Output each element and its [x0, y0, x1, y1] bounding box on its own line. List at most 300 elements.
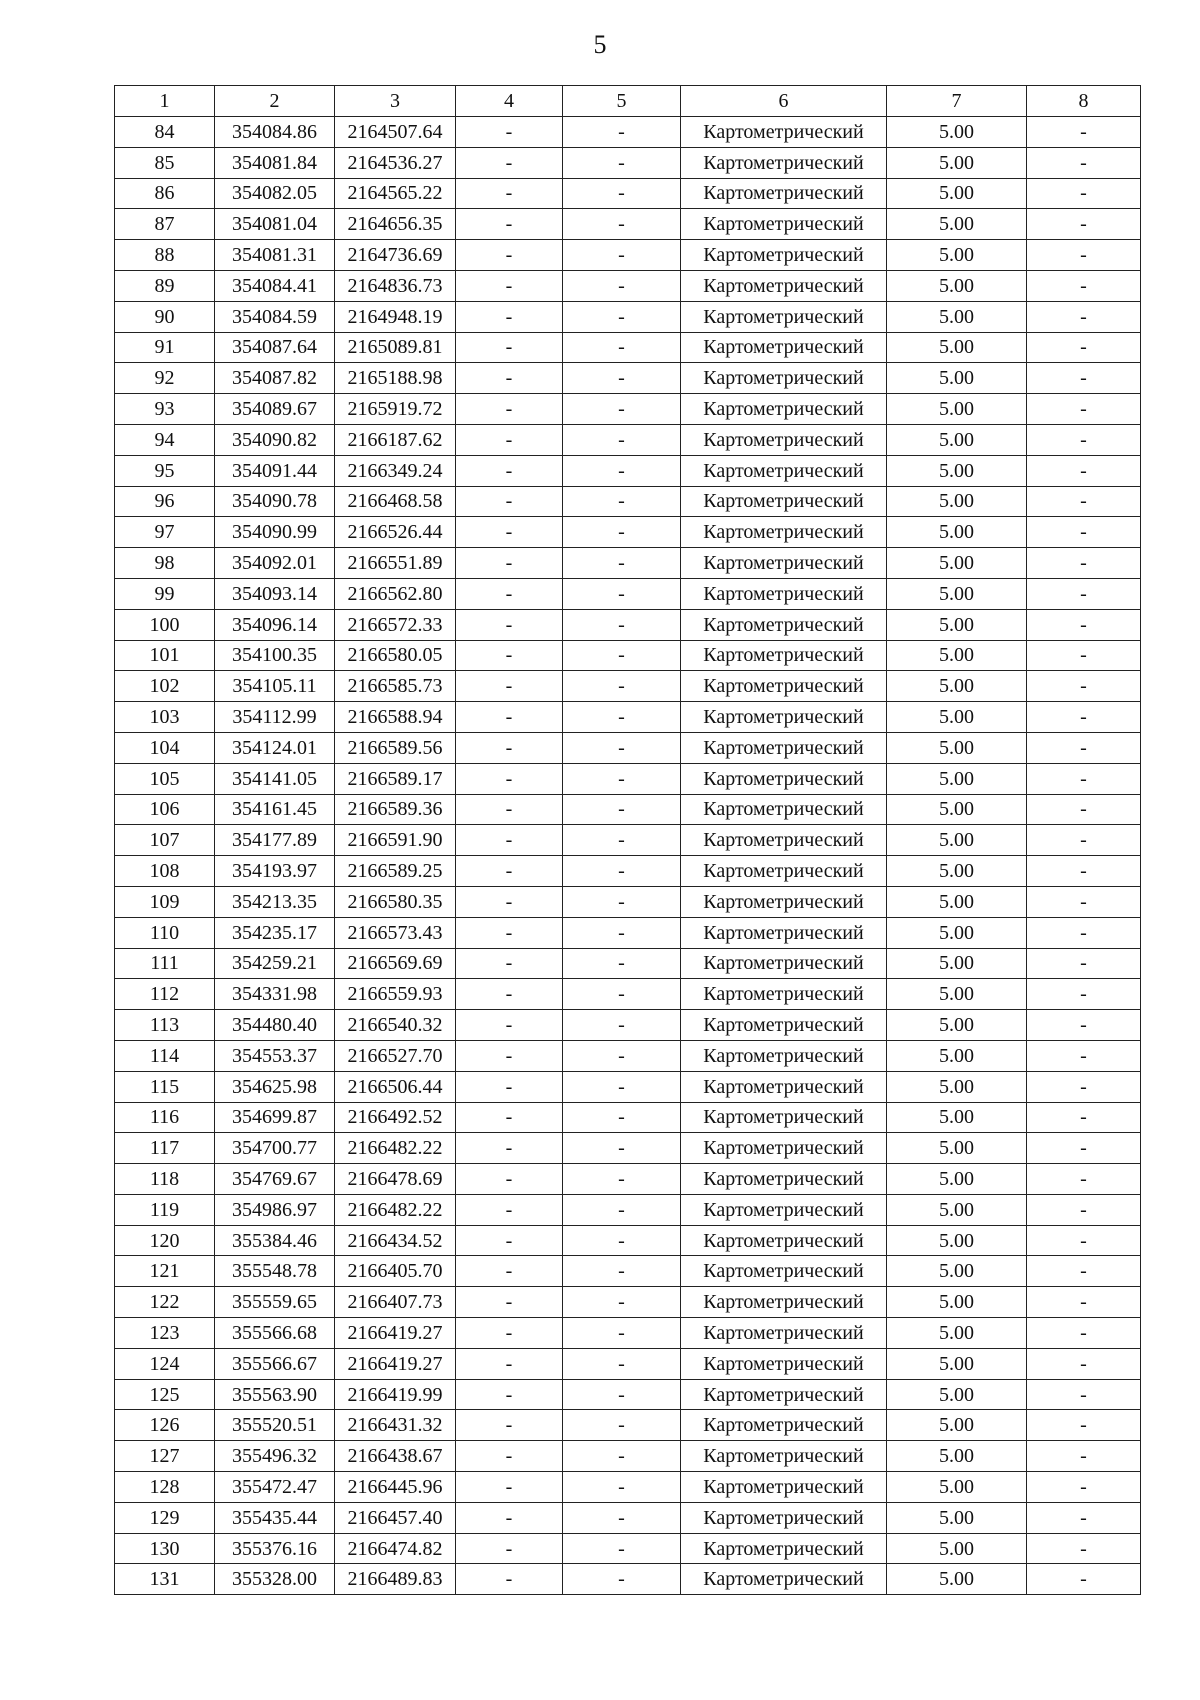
table-row: [115, 886, 1141, 917]
table-row: [115, 1102, 1141, 1133]
column-5-cell: -: [563, 1533, 681, 1564]
column-4-cell: -: [456, 486, 563, 517]
method-cell: Картометрический: [681, 147, 887, 178]
column-4-cell: -: [456, 671, 563, 702]
accuracy-cell: 5.00: [887, 640, 1027, 671]
method-cell: Картометрический: [681, 1133, 887, 1164]
column-4-cell: -: [456, 1441, 563, 1472]
y-coordinate-cell: 2164736.69: [335, 240, 456, 271]
x-coordinate-cell: 354090.82: [215, 424, 335, 455]
method-cell: Картометрический: [681, 1318, 887, 1349]
column-8-cell: -: [1027, 209, 1141, 240]
method-cell: Картометрический: [681, 732, 887, 763]
method-cell: Картометрический: [681, 517, 887, 548]
method-cell: Картометрический: [681, 548, 887, 579]
column-header-1: 1: [115, 86, 215, 117]
x-coordinate-cell: 354141.05: [215, 763, 335, 794]
table-row: [115, 1441, 1141, 1472]
column-8-cell: -: [1027, 332, 1141, 363]
y-coordinate-cell: 2166431.32: [335, 1410, 456, 1441]
y-coordinate-cell: 2166589.25: [335, 856, 456, 887]
x-coordinate-cell: 354177.89: [215, 825, 335, 856]
column-4-cell: -: [456, 394, 563, 425]
column-5-cell: -: [563, 424, 681, 455]
accuracy-cell: 5.00: [887, 1348, 1027, 1379]
x-coordinate-cell: 354625.98: [215, 1071, 335, 1102]
method-cell: Картометрический: [681, 763, 887, 794]
accuracy-cell: 5.00: [887, 886, 1027, 917]
y-coordinate-cell: 2166569.69: [335, 948, 456, 979]
y-coordinate-cell: 2164536.27: [335, 147, 456, 178]
accuracy-cell: 5.00: [887, 1502, 1027, 1533]
column-5-cell: -: [563, 763, 681, 794]
x-coordinate-cell: 355328.00: [215, 1564, 335, 1595]
accuracy-cell: 5.00: [887, 1102, 1027, 1133]
point-number-cell: 129: [115, 1502, 215, 1533]
y-coordinate-cell: 2166589.36: [335, 794, 456, 825]
point-number-cell: 130: [115, 1533, 215, 1564]
point-number-cell: 102: [115, 671, 215, 702]
table-row: [115, 1040, 1141, 1071]
y-coordinate-cell: 2166474.82: [335, 1533, 456, 1564]
y-coordinate-cell: 2166540.32: [335, 1010, 456, 1041]
x-coordinate-cell: 354081.84: [215, 147, 335, 178]
method-cell: Картометрический: [681, 1225, 887, 1256]
column-5-cell: -: [563, 640, 681, 671]
column-5-cell: -: [563, 825, 681, 856]
method-cell: Картометрический: [681, 394, 887, 425]
column-4-cell: -: [456, 917, 563, 948]
column-8-cell: -: [1027, 1010, 1141, 1041]
y-coordinate-cell: 2166349.24: [335, 455, 456, 486]
point-number-cell: 127: [115, 1441, 215, 1472]
column-4-cell: -: [456, 825, 563, 856]
column-4-cell: -: [456, 1040, 563, 1071]
column-4-cell: -: [456, 763, 563, 794]
point-number-cell: 128: [115, 1472, 215, 1503]
column-8-cell: -: [1027, 702, 1141, 733]
y-coordinate-cell: 2166478.69: [335, 1164, 456, 1195]
method-cell: Картометрический: [681, 794, 887, 825]
point-number-cell: 86: [115, 178, 215, 209]
x-coordinate-cell: 354112.99: [215, 702, 335, 733]
x-coordinate-cell: 354331.98: [215, 979, 335, 1010]
column-4-cell: -: [456, 1472, 563, 1503]
point-number-cell: 96: [115, 486, 215, 517]
column-header-4: 4: [456, 86, 563, 117]
accuracy-cell: 5.00: [887, 424, 1027, 455]
column-4-cell: -: [456, 1348, 563, 1379]
column-8-cell: -: [1027, 1102, 1141, 1133]
column-5-cell: -: [563, 1256, 681, 1287]
column-5-cell: -: [563, 363, 681, 394]
point-number-cell: 87: [115, 209, 215, 240]
y-coordinate-cell: 2166589.56: [335, 732, 456, 763]
x-coordinate-cell: 355496.32: [215, 1441, 335, 1472]
column-8-cell: -: [1027, 825, 1141, 856]
table-row: [115, 117, 1141, 148]
column-8-cell: -: [1027, 1379, 1141, 1410]
column-5-cell: -: [563, 1472, 681, 1503]
column-4-cell: -: [456, 1533, 563, 1564]
method-cell: Картометрический: [681, 609, 887, 640]
table-row: [115, 825, 1141, 856]
x-coordinate-cell: 355563.90: [215, 1379, 335, 1410]
column-5-cell: -: [563, 794, 681, 825]
column-8-cell: -: [1027, 948, 1141, 979]
accuracy-cell: 5.00: [887, 486, 1027, 517]
table-row: [115, 640, 1141, 671]
y-coordinate-cell: 2166551.89: [335, 548, 456, 579]
method-cell: Картометрический: [681, 455, 887, 486]
column-8-cell: -: [1027, 1194, 1141, 1225]
method-cell: Картометрический: [681, 948, 887, 979]
accuracy-cell: 5.00: [887, 240, 1027, 271]
y-coordinate-cell: 2166588.94: [335, 702, 456, 733]
column-5-cell: -: [563, 1318, 681, 1349]
column-4-cell: -: [456, 578, 563, 609]
point-number-cell: 118: [115, 1164, 215, 1195]
column-5-cell: -: [563, 578, 681, 609]
accuracy-cell: 5.00: [887, 548, 1027, 579]
accuracy-cell: 5.00: [887, 671, 1027, 702]
accuracy-cell: 5.00: [887, 363, 1027, 394]
column-4-cell: -: [456, 1010, 563, 1041]
table-row: [115, 1318, 1141, 1349]
method-cell: Картометрический: [681, 117, 887, 148]
column-5-cell: -: [563, 240, 681, 271]
accuracy-cell: 5.00: [887, 825, 1027, 856]
accuracy-cell: 5.00: [887, 517, 1027, 548]
column-8-cell: -: [1027, 548, 1141, 579]
column-8-cell: -: [1027, 1410, 1141, 1441]
method-cell: Картометрический: [681, 1010, 887, 1041]
y-coordinate-cell: 2164948.19: [335, 301, 456, 332]
x-coordinate-cell: 354081.04: [215, 209, 335, 240]
accuracy-cell: 5.00: [887, 209, 1027, 240]
column-5-cell: -: [563, 301, 681, 332]
y-coordinate-cell: 2166419.27: [335, 1318, 456, 1349]
y-coordinate-cell: 2166572.33: [335, 609, 456, 640]
y-coordinate-cell: 2166559.93: [335, 979, 456, 1010]
x-coordinate-cell: 354105.11: [215, 671, 335, 702]
method-cell: Картометрический: [681, 1256, 887, 1287]
column-8-cell: -: [1027, 1472, 1141, 1503]
column-4-cell: -: [456, 455, 563, 486]
accuracy-cell: 5.00: [887, 856, 1027, 887]
y-coordinate-cell: 2166580.05: [335, 640, 456, 671]
point-number-cell: 92: [115, 363, 215, 394]
point-number-cell: 89: [115, 270, 215, 301]
method-cell: Картометрический: [681, 856, 887, 887]
accuracy-cell: 5.00: [887, 1287, 1027, 1318]
x-coordinate-cell: 355520.51: [215, 1410, 335, 1441]
method-cell: Картометрический: [681, 486, 887, 517]
x-coordinate-cell: 355384.46: [215, 1225, 335, 1256]
table-row: [115, 517, 1141, 548]
point-number-cell: 101: [115, 640, 215, 671]
table-row: [115, 455, 1141, 486]
column-8-cell: -: [1027, 1348, 1141, 1379]
column-8-cell: -: [1027, 270, 1141, 301]
y-coordinate-cell: 2166580.35: [335, 886, 456, 917]
method-cell: Картометрический: [681, 702, 887, 733]
accuracy-cell: 5.00: [887, 1194, 1027, 1225]
method-cell: Картометрический: [681, 1564, 887, 1595]
x-coordinate-cell: 354092.01: [215, 548, 335, 579]
column-8-cell: -: [1027, 178, 1141, 209]
y-coordinate-cell: 2164656.35: [335, 209, 456, 240]
table-row: [115, 301, 1141, 332]
point-number-cell: 122: [115, 1287, 215, 1318]
column-8-cell: -: [1027, 732, 1141, 763]
table-row: [115, 1133, 1141, 1164]
table-row: [115, 856, 1141, 887]
accuracy-cell: 5.00: [887, 1256, 1027, 1287]
table-row: [115, 240, 1141, 271]
y-coordinate-cell: 2166492.52: [335, 1102, 456, 1133]
x-coordinate-cell: 355435.44: [215, 1502, 335, 1533]
x-coordinate-cell: 355566.68: [215, 1318, 335, 1349]
page-number: 5: [593, 30, 607, 59]
accuracy-cell: 5.00: [887, 1379, 1027, 1410]
point-number-cell: 85: [115, 147, 215, 178]
accuracy-cell: 5.00: [887, 455, 1027, 486]
column-5-cell: -: [563, 1348, 681, 1379]
accuracy-cell: 5.00: [887, 1318, 1027, 1349]
column-5-cell: -: [563, 270, 681, 301]
point-number-cell: 90: [115, 301, 215, 332]
column-4-cell: -: [456, 301, 563, 332]
accuracy-cell: 5.00: [887, 609, 1027, 640]
x-coordinate-cell: 354124.01: [215, 732, 335, 763]
column-5-cell: -: [563, 332, 681, 363]
x-coordinate-cell: 354699.87: [215, 1102, 335, 1133]
column-8-cell: -: [1027, 1441, 1141, 1472]
x-coordinate-cell: 354089.67: [215, 394, 335, 425]
column-4-cell: -: [456, 1318, 563, 1349]
x-coordinate-cell: 354193.97: [215, 856, 335, 887]
y-coordinate-cell: 2166434.52: [335, 1225, 456, 1256]
column-5-cell: -: [563, 517, 681, 548]
x-coordinate-cell: 354769.67: [215, 1164, 335, 1195]
column-4-cell: -: [456, 147, 563, 178]
accuracy-cell: 5.00: [887, 1533, 1027, 1564]
table-row: [115, 270, 1141, 301]
column-5-cell: -: [563, 486, 681, 517]
method-cell: Картометрический: [681, 825, 887, 856]
x-coordinate-cell: 354084.59: [215, 301, 335, 332]
column-4-cell: -: [456, 548, 563, 579]
method-cell: Картометрический: [681, 1102, 887, 1133]
table-row: [115, 979, 1141, 1010]
coordinates-table: [114, 85, 1141, 1595]
column-8-cell: -: [1027, 671, 1141, 702]
column-5-cell: -: [563, 1410, 681, 1441]
y-coordinate-cell: 2166527.70: [335, 1040, 456, 1071]
column-4-cell: -: [456, 1225, 563, 1256]
y-coordinate-cell: 2166407.73: [335, 1287, 456, 1318]
method-cell: Картометрический: [681, 886, 887, 917]
point-number-cell: 99: [115, 578, 215, 609]
method-cell: Картометрический: [681, 240, 887, 271]
method-cell: Картометрический: [681, 1441, 887, 1472]
column-4-cell: -: [456, 1502, 563, 1533]
y-coordinate-cell: 2166591.90: [335, 825, 456, 856]
table-row: [115, 548, 1141, 579]
column-4-cell: -: [456, 517, 563, 548]
method-cell: Картометрический: [681, 1379, 887, 1410]
y-coordinate-cell: 2166562.80: [335, 578, 456, 609]
x-coordinate-cell: 355472.47: [215, 1472, 335, 1503]
column-5-cell: -: [563, 886, 681, 917]
table-row: [115, 1348, 1141, 1379]
column-4-cell: -: [456, 1194, 563, 1225]
point-number-cell: 105: [115, 763, 215, 794]
y-coordinate-cell: 2166506.44: [335, 1071, 456, 1102]
method-cell: Картометрический: [681, 178, 887, 209]
column-8-cell: -: [1027, 1133, 1141, 1164]
x-coordinate-cell: 354090.99: [215, 517, 335, 548]
column-8-cell: -: [1027, 794, 1141, 825]
point-number-cell: 114: [115, 1040, 215, 1071]
method-cell: Картометрический: [681, 640, 887, 671]
column-8-cell: -: [1027, 763, 1141, 794]
point-number-cell: 108: [115, 856, 215, 887]
column-4-cell: -: [456, 640, 563, 671]
point-number-cell: 109: [115, 886, 215, 917]
table-row: [115, 1164, 1141, 1195]
point-number-cell: 112: [115, 979, 215, 1010]
column-4-cell: -: [456, 886, 563, 917]
table-row: [115, 363, 1141, 394]
table-row: [115, 424, 1141, 455]
table-row: [115, 1533, 1141, 1564]
column-5-cell: -: [563, 979, 681, 1010]
y-coordinate-cell: 2166589.17: [335, 763, 456, 794]
method-cell: Картометрический: [681, 363, 887, 394]
accuracy-cell: 5.00: [887, 117, 1027, 148]
x-coordinate-cell: 354091.44: [215, 455, 335, 486]
point-number-cell: 93: [115, 394, 215, 425]
accuracy-cell: 5.00: [887, 1472, 1027, 1503]
column-5-cell: -: [563, 1164, 681, 1195]
column-8-cell: -: [1027, 1287, 1141, 1318]
column-4-cell: -: [456, 270, 563, 301]
column-4-cell: -: [456, 209, 563, 240]
method-cell: Картометрический: [681, 917, 887, 948]
method-cell: Картометрический: [681, 1164, 887, 1195]
accuracy-cell: 5.00: [887, 147, 1027, 178]
column-8-cell: -: [1027, 609, 1141, 640]
column-4-cell: -: [456, 948, 563, 979]
method-cell: Картометрический: [681, 1348, 887, 1379]
y-coordinate-cell: 2166482.22: [335, 1194, 456, 1225]
column-4-cell: -: [456, 702, 563, 733]
table-row: [115, 332, 1141, 363]
point-number-cell: 84: [115, 117, 215, 148]
table-row: [115, 1256, 1141, 1287]
column-8-cell: -: [1027, 917, 1141, 948]
point-number-cell: 104: [115, 732, 215, 763]
point-number-cell: 94: [115, 424, 215, 455]
column-5-cell: -: [563, 917, 681, 948]
accuracy-cell: 5.00: [887, 702, 1027, 733]
table-row: [115, 147, 1141, 178]
method-cell: Картометрический: [681, 1502, 887, 1533]
column-4-cell: -: [456, 609, 563, 640]
point-number-cell: 88: [115, 240, 215, 271]
x-coordinate-cell: 354213.35: [215, 886, 335, 917]
column-header-8: 8: [1027, 86, 1141, 117]
table-row: [115, 1225, 1141, 1256]
point-number-cell: 97: [115, 517, 215, 548]
x-coordinate-cell: 354096.14: [215, 609, 335, 640]
column-4-cell: -: [456, 178, 563, 209]
method-cell: Картометрический: [681, 1410, 887, 1441]
column-8-cell: -: [1027, 117, 1141, 148]
column-5-cell: -: [563, 671, 681, 702]
y-coordinate-cell: 2164565.22: [335, 178, 456, 209]
point-number-cell: 98: [115, 548, 215, 579]
point-number-cell: 113: [115, 1010, 215, 1041]
y-coordinate-cell: 2164507.64: [335, 117, 456, 148]
table-row: [115, 178, 1141, 209]
accuracy-cell: 5.00: [887, 301, 1027, 332]
accuracy-cell: 5.00: [887, 732, 1027, 763]
column-4-cell: -: [456, 1379, 563, 1410]
table-row: [115, 1010, 1141, 1041]
accuracy-cell: 5.00: [887, 794, 1027, 825]
y-coordinate-cell: 2165188.98: [335, 363, 456, 394]
column-4-cell: -: [456, 794, 563, 825]
accuracy-cell: 5.00: [887, 1040, 1027, 1071]
column-8-cell: -: [1027, 147, 1141, 178]
column-4-cell: -: [456, 363, 563, 394]
column-4-cell: -: [456, 979, 563, 1010]
column-4-cell: -: [456, 424, 563, 455]
column-4-cell: -: [456, 1410, 563, 1441]
column-4-cell: -: [456, 1164, 563, 1195]
column-8-cell: -: [1027, 301, 1141, 332]
accuracy-cell: 5.00: [887, 178, 1027, 209]
method-cell: Картометрический: [681, 332, 887, 363]
accuracy-cell: 5.00: [887, 1441, 1027, 1472]
y-coordinate-cell: 2166482.22: [335, 1133, 456, 1164]
table-row: [115, 1472, 1141, 1503]
point-number-cell: 111: [115, 948, 215, 979]
point-number-cell: 110: [115, 917, 215, 948]
column-4-cell: -: [456, 1133, 563, 1164]
column-5-cell: -: [563, 1225, 681, 1256]
method-cell: Картометрический: [681, 301, 887, 332]
table-row: [115, 1287, 1141, 1318]
column-8-cell: -: [1027, 1502, 1141, 1533]
column-5-cell: -: [563, 455, 681, 486]
y-coordinate-cell: 2166573.43: [335, 917, 456, 948]
column-8-cell: -: [1027, 979, 1141, 1010]
table-row: [115, 1564, 1141, 1595]
x-coordinate-cell: 354700.77: [215, 1133, 335, 1164]
column-5-cell: -: [563, 117, 681, 148]
x-coordinate-cell: 354093.14: [215, 578, 335, 609]
table-row: [115, 948, 1141, 979]
x-coordinate-cell: 354100.35: [215, 640, 335, 671]
table-row: [115, 794, 1141, 825]
point-number-cell: 103: [115, 702, 215, 733]
table-row: [115, 671, 1141, 702]
table-row: [115, 917, 1141, 948]
